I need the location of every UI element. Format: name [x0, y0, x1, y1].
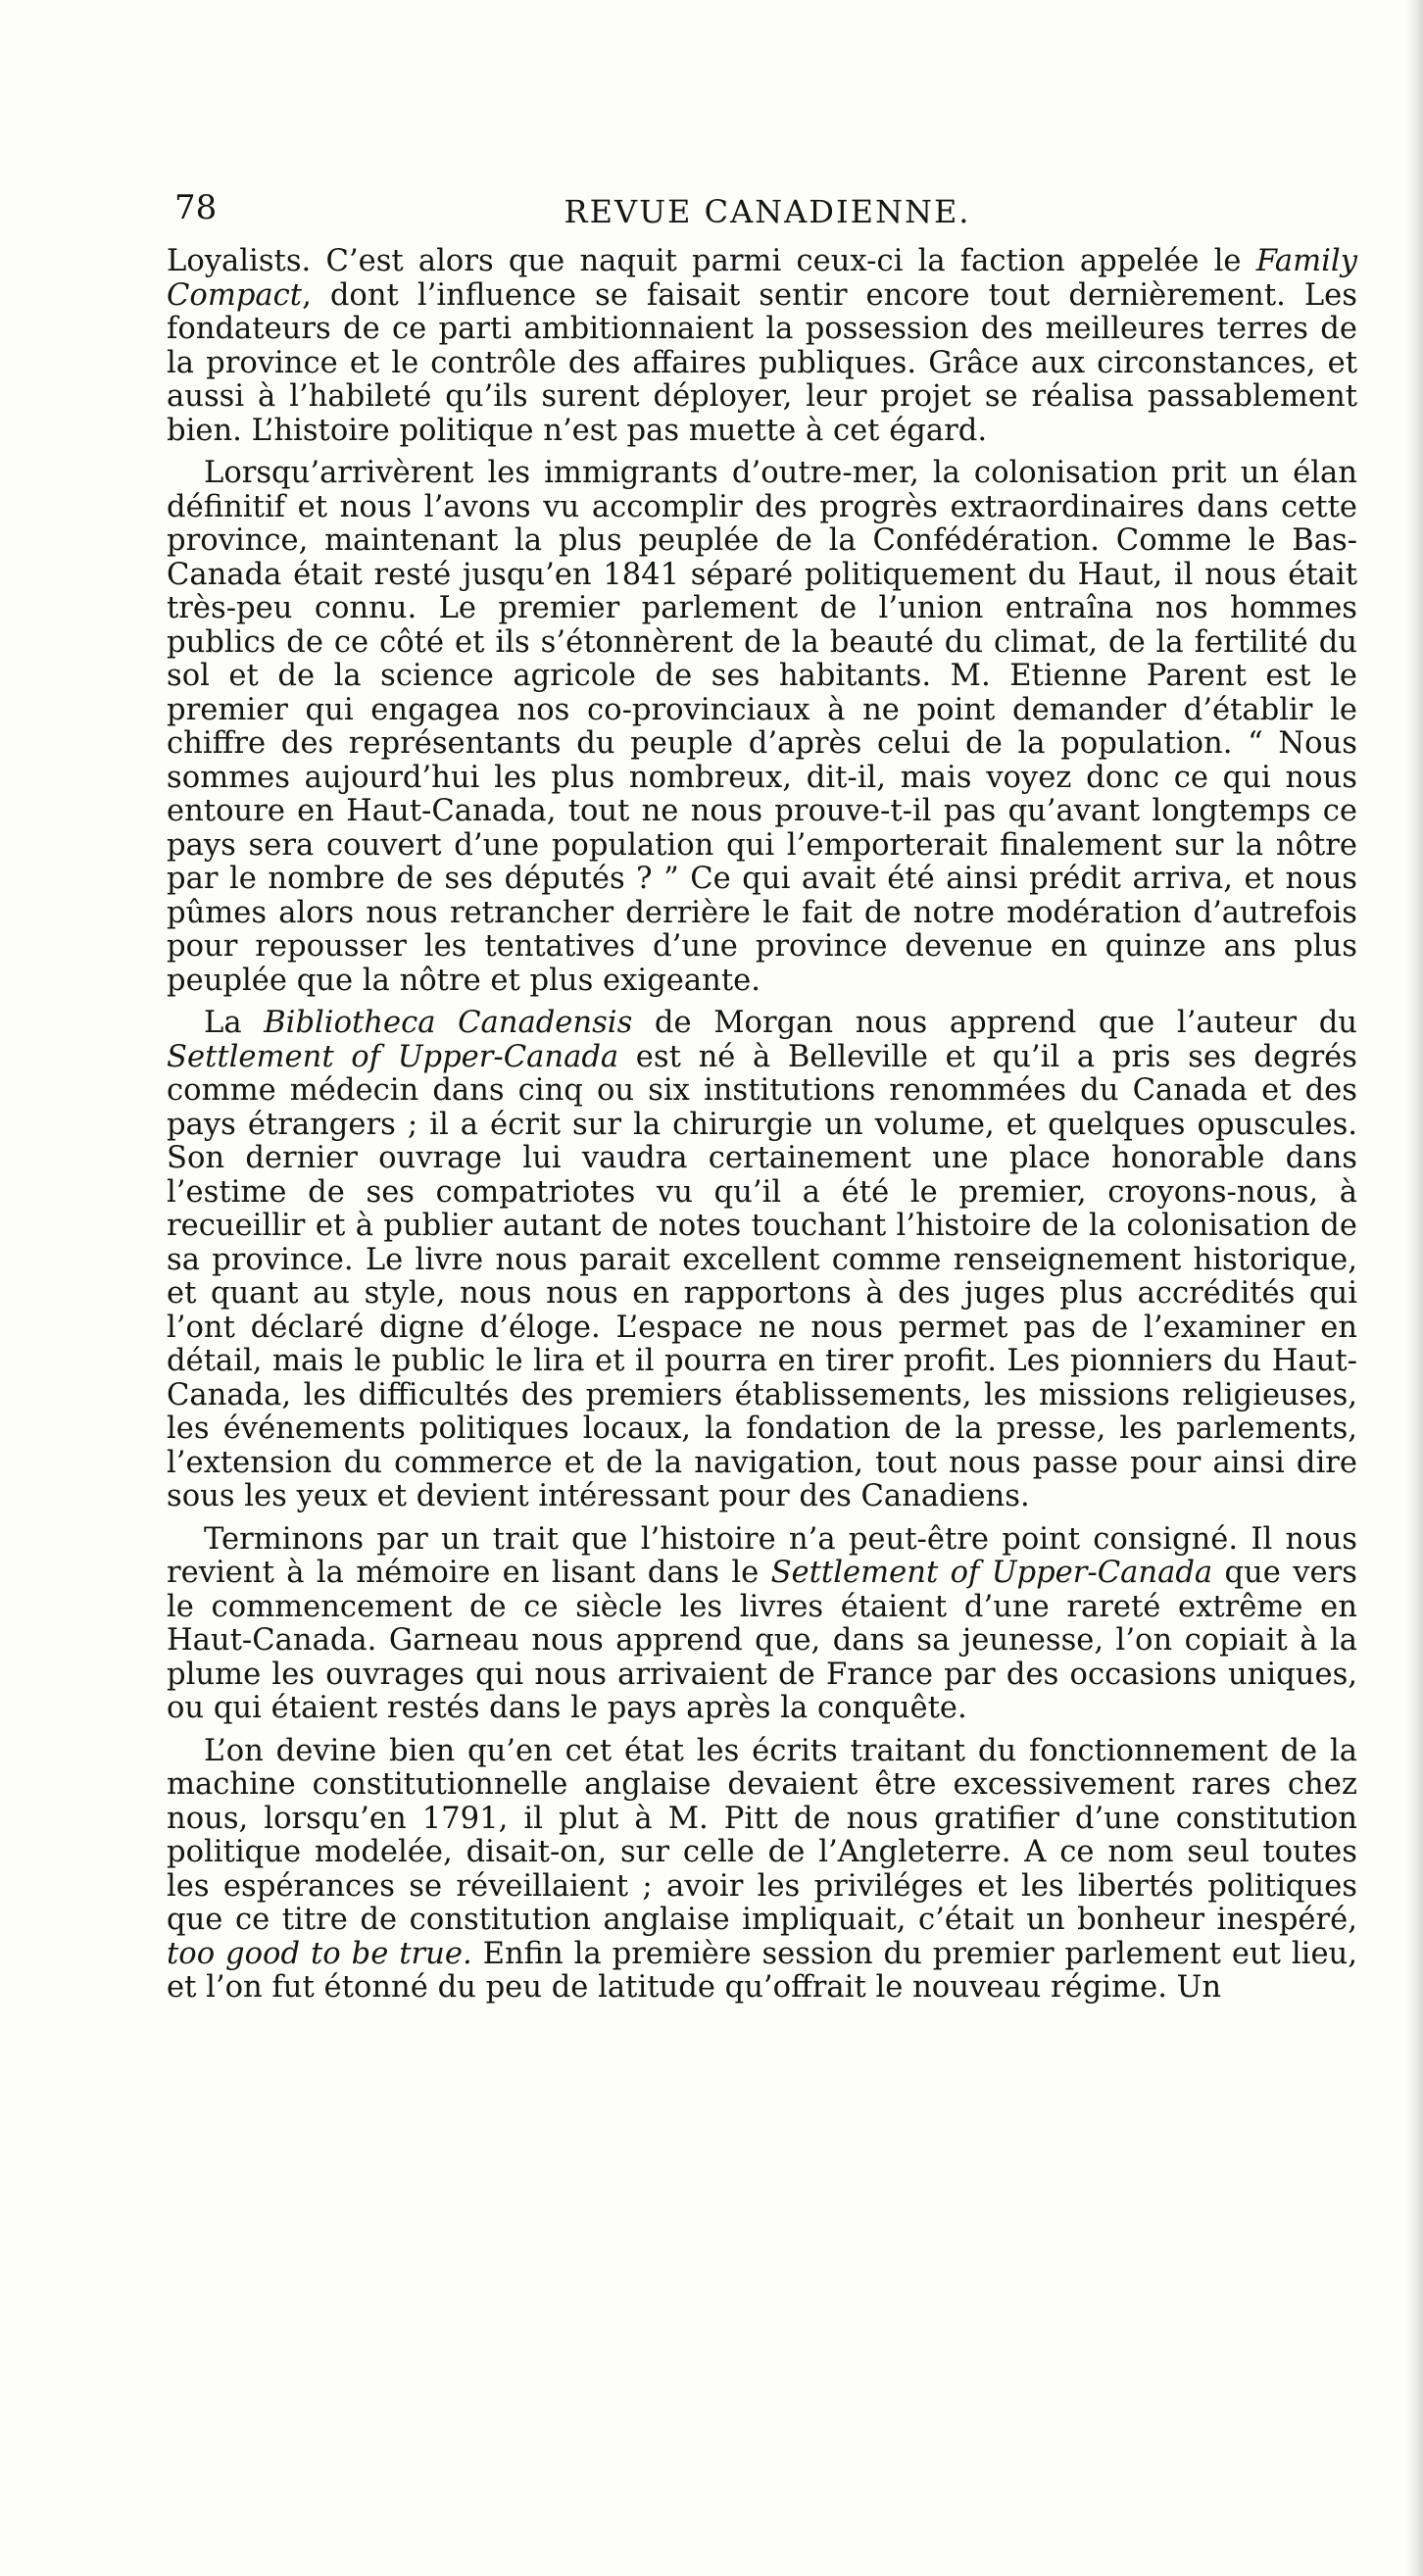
paragraph-4: [167, 1523, 1357, 1726]
text-run: Lorsqu’arrivèrent les immigrants d’outre-mer, la colonisation prit un élan définitif et nous l’avons vu accomplir des progrès extraordinaires dans cette province, maintenant la plus peuplée de la Confédération. Comme le Bas-Canada était resté jusqu’en 1841 séparé politiquement du Haut, il nous était très-peu connu. Le premier parlement de l’union entraîna nos hommes publics de ce côté et ils s’étonnèrent de la beauté du climat, de la fertilité du sol et de la science agricole de ses habitants. M. Etienne Parent est le premier qui engagea nos co-provinciaux à ne point demander d’établir le chiffre des représentants du peuple d’après celui de la population. “ Nous sommes aujourd’hui les plus nombreux, dit-il, mais voyez donc ce qui nous entoure en Haut-Canada, tout ne nous prouve-t-il pas qu’avant longtemps ce pays sera couvert d’une population qui l’emporterait finalement sur la nôtre par le nombre de ses députés ? ” Ce qui avait été ainsi prédit arriva, et nous pûmes alors nous retrancher derrière le fait de notre modération d’autrefois pour repousser les tentatives d’une province devenue en quinze ans plus peuplée que la nôtre et plus exigeante.: [167, 456, 1357, 998]
paragraph-3: [167, 1007, 1357, 1514]
text-run: Loyalists. C’est alors que naquit parmi ceux-ci la faction appelée le: [167, 244, 1256, 278]
text-run: Enfin la première session du premier parlement eut lieu, et l’on fut étonné du peu de latitude qu’offrait le nouveau régime. Un: [167, 1936, 1357, 2005]
page-header: [174, 186, 1360, 233]
italic-title: Settlement of Upper-Canada: [770, 1556, 1213, 1590]
body-text: [167, 245, 1357, 2014]
page-edge-shadow: [1405, 0, 1423, 2576]
running-head: REVUE CANADIENNE.: [564, 193, 971, 230]
text-run: de Morgan nous apprend que l’auteur du: [632, 1006, 1357, 1040]
italic-title: too good to be true.: [167, 1936, 472, 1971]
italic-title: Family Compact: [167, 244, 1357, 313]
italic-title: Settlement of Upper-Canada: [167, 1039, 619, 1074]
text-run: , dont l’influence se faisait sentir encore tout dernièrement. Les fondateurs de ce parti ambitionnaient la possession des meilleures terres de la province et le contrôle des affaires publiques. Grâce aux circonstances, et aussi à l’habileté qu’ils surent déployer, leur projet se réalisa passablement bien. L’histoire politique n’est pas muette à cet égard.: [167, 277, 1357, 448]
text-run: L’on devine bien qu’en cet état les écrits traitant du fonctionnement de la machine constitutionnelle anglaise devaient être excessivement rares chez nous, lorsqu’en 1791, il plut à M. Pitt de nous gratifier d’une constitution politique modelée, disait-on, sur celle de l’Angleterre. A ce nom seul toutes les espérances se réveillaient ; avoir les priviléges et les libertés politiques que ce titre de constitution anglaise impliquait, c’était un bonheur inespéré,: [167, 1733, 1357, 1937]
paragraph-1: [167, 245, 1357, 448]
text-run: La: [204, 1006, 265, 1040]
text-run: que vers le commencement de ce siècle les livres étaient d’une rareté extrême en Haut-Canada. Garneau nous apprend que, dans sa jeunesse, l’on copiait à la plume les ouvrages qui nous arrivaient de France par des occasions uniques, ou qui étaient restés dans le pays après la conquête.: [167, 1556, 1357, 1725]
page-number: 78: [174, 188, 218, 227]
text-run: Terminons par un trait que l’histoire n’a peut-être point consigné. Il nous revient à la mémoire en lisant dans le: [167, 1521, 1357, 1590]
text-run: est né à Belleville et qu’il a pris ses degrés comme médecin dans cinq ou six institutions renommées du Canada et des pays étrangers ; il a écrit sur la chirurgie un volume, et quelques opuscules. Son dernier ouvrage lui vaudra certainement une place honorable dans l’estime de ses compatriotes vu qu’il a été le premier, croyons-nous, à recueillir et à publier autant de notes touchant l’histoire de la colonisation de sa province. Le livre nous parait excellent comme renseignement historique, et quant au style, nous nous en rapportons à des juges plus accrédités qui l’ont déclaré digne d’éloge. L’espace ne nous permet pas de l’examiner en détail, mais le public le lira et il pourra en tirer profit. Les pionniers du Haut-Canada, les difficultés des premiers établissements, les missions religieuses, les événements politiques locaux, la fondation de la presse, les parlements, l’extension du commerce et de la navigation, tout nous passe pour ainsi dire sous les yeux et devient intéressant pour des Canadiens.: [167, 1039, 1357, 1513]
italic-title: Bibliotheca Canadensis: [264, 1006, 633, 1040]
paragraph-2: [167, 457, 1357, 998]
paragraph-5: [167, 1735, 1357, 2006]
